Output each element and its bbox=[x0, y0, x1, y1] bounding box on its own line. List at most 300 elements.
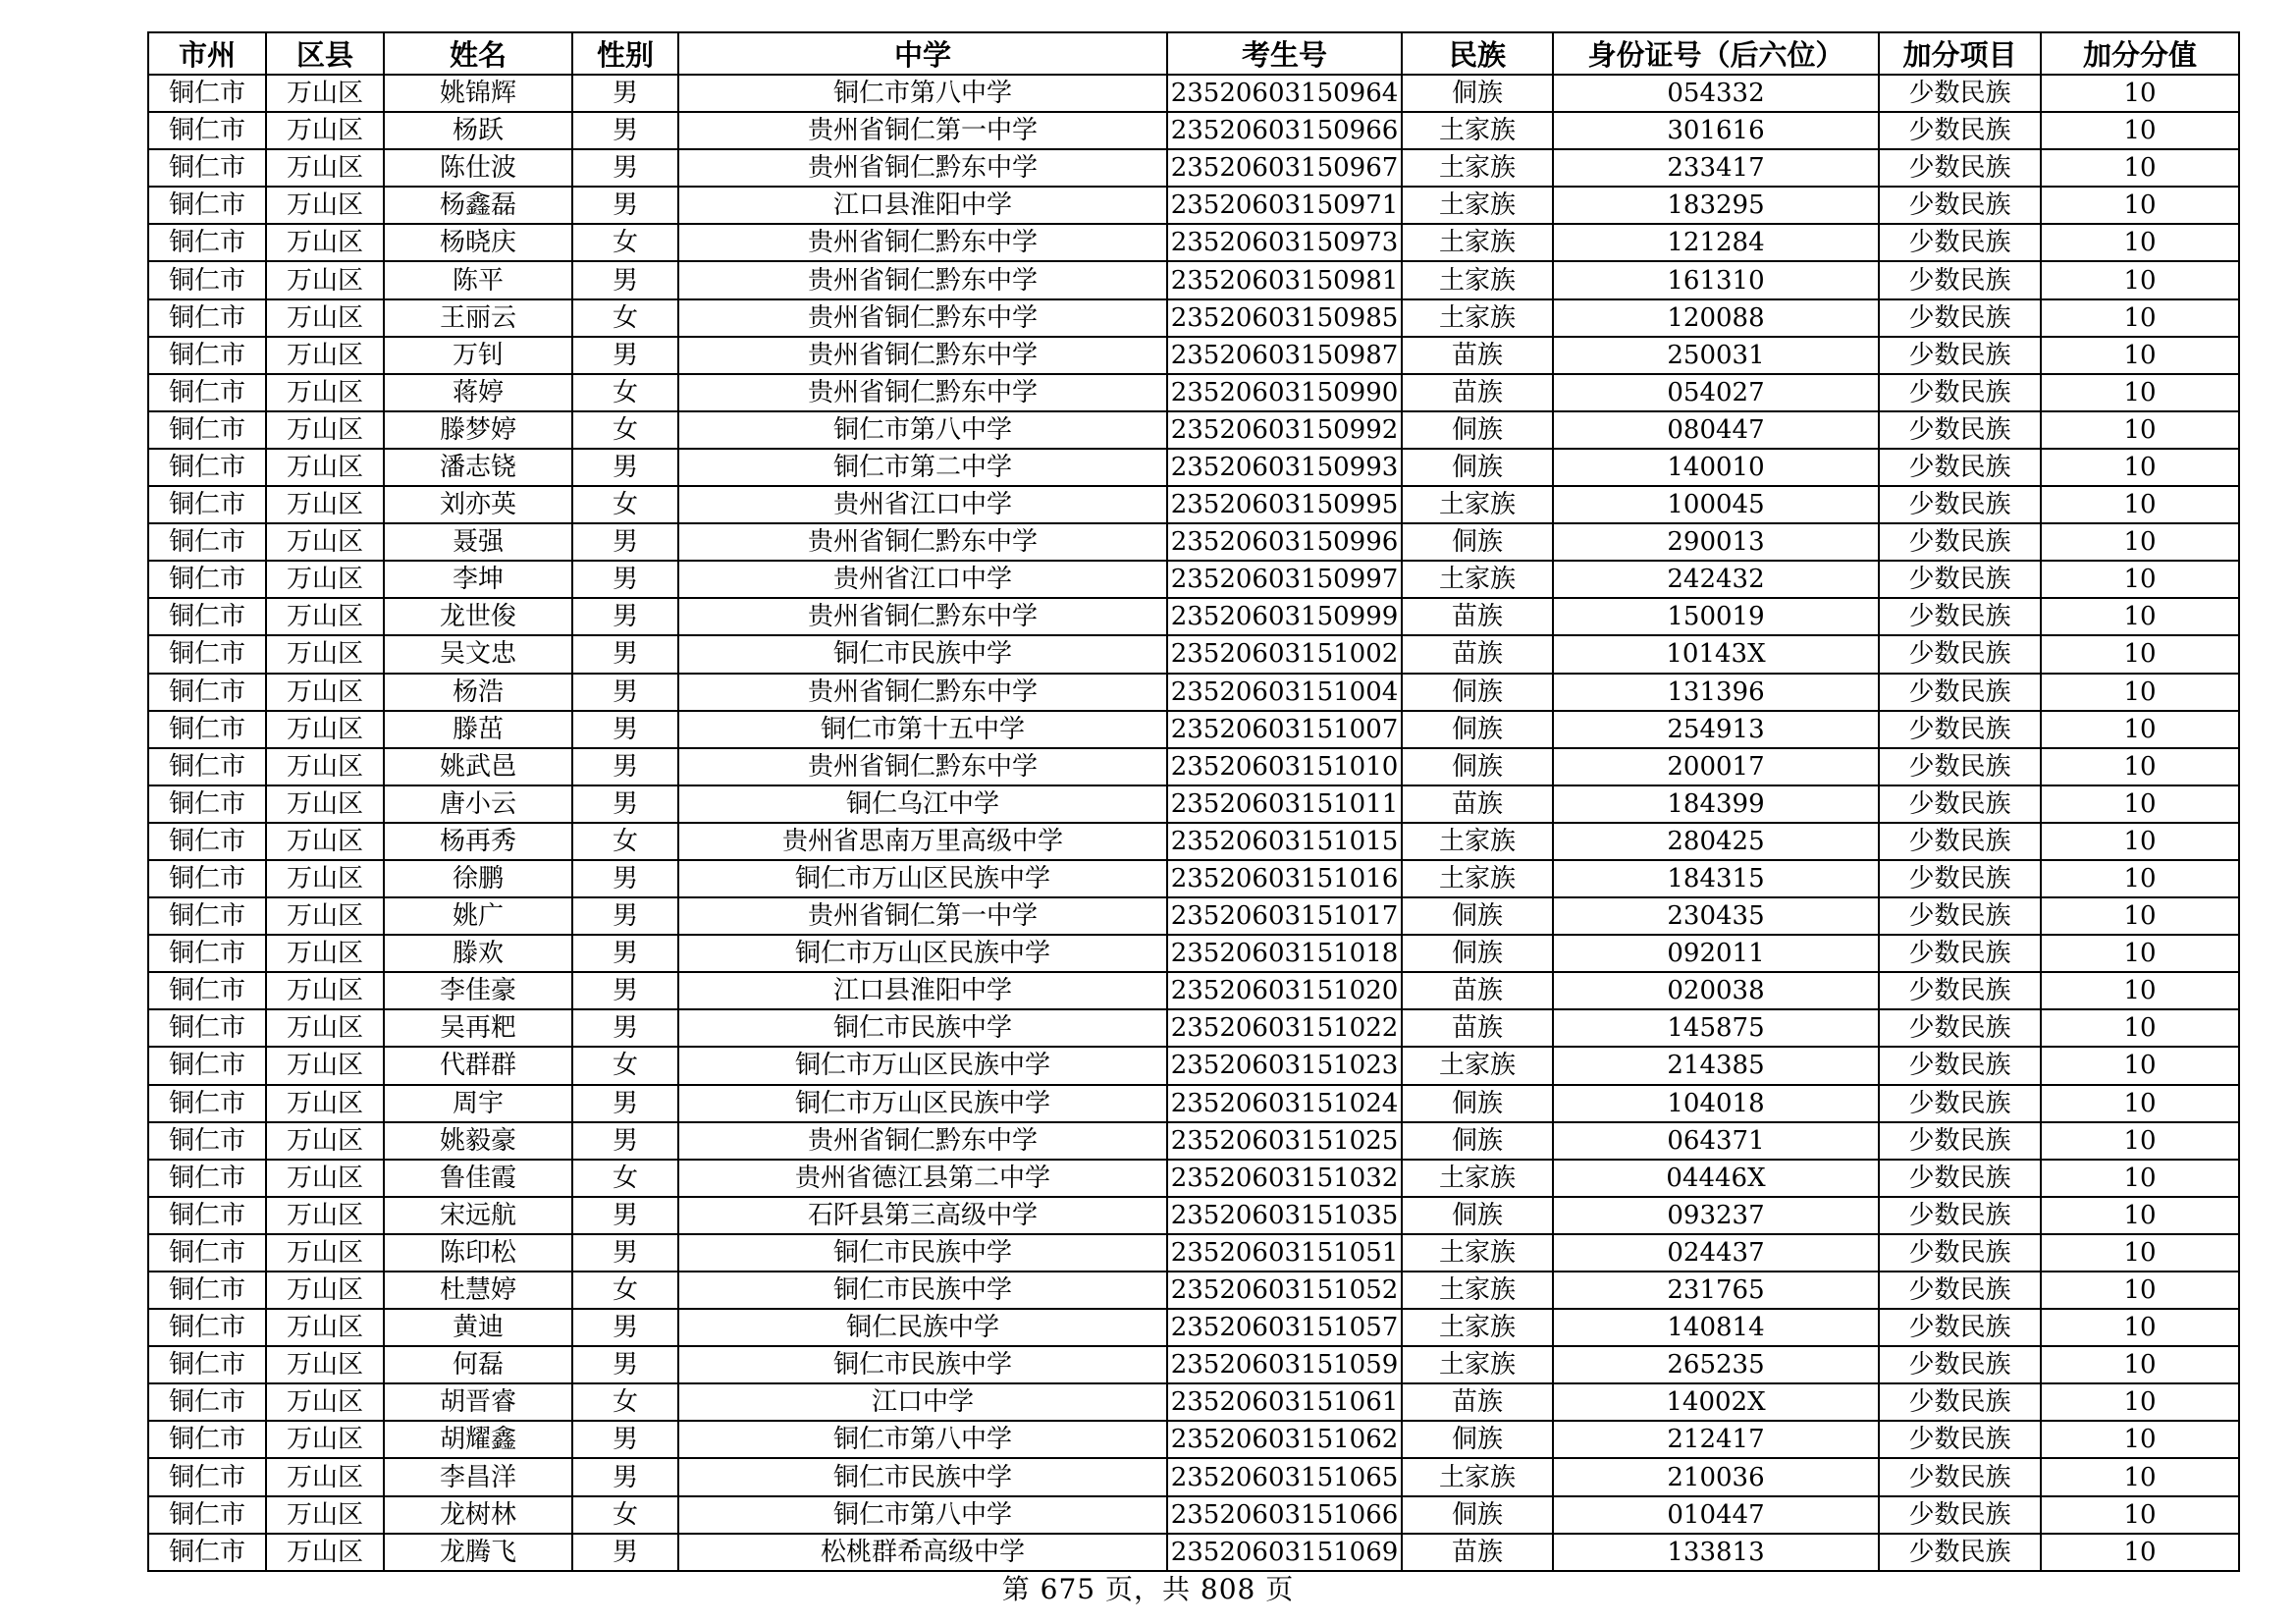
table-cell: 江口县淮阳中学 bbox=[678, 187, 1167, 224]
table-cell: 铜仁市 bbox=[148, 972, 266, 1009]
table-cell: 万山区 bbox=[266, 935, 384, 972]
table-cell: 贵州省铜仁黔东中学 bbox=[678, 149, 1167, 187]
table-cell: 093237 bbox=[1553, 1197, 1879, 1234]
table-cell: 李佳豪 bbox=[384, 972, 572, 1009]
table-cell: 10 bbox=[2041, 823, 2239, 860]
table-cell: 万山区 bbox=[266, 374, 384, 411]
table-cell: 宋远航 bbox=[384, 1197, 572, 1234]
table-cell: 10 bbox=[2041, 224, 2239, 261]
table-cell: 万山区 bbox=[266, 1496, 384, 1534]
table-cell: 23520603150973 bbox=[1167, 224, 1402, 261]
table-cell: 131396 bbox=[1553, 674, 1879, 711]
table-cell: 滕欢 bbox=[384, 935, 572, 972]
table-cell: 贵州省铜仁黔东中学 bbox=[678, 261, 1167, 298]
table-cell: 10 bbox=[2041, 1309, 2239, 1346]
table-cell: 铜仁市民族中学 bbox=[678, 1272, 1167, 1309]
table-cell: 23520603151024 bbox=[1167, 1085, 1402, 1122]
table-cell: 土家族 bbox=[1402, 187, 1553, 224]
table-cell: 女 bbox=[572, 1272, 678, 1309]
table-row bbox=[148, 224, 2239, 261]
table-cell: 何磊 bbox=[384, 1346, 572, 1383]
table-cell: 少数民族 bbox=[1879, 1383, 2041, 1421]
table-row bbox=[148, 561, 2239, 598]
table-cell: 姚毅豪 bbox=[384, 1122, 572, 1160]
table-row bbox=[148, 449, 2239, 486]
table-cell: 侗族 bbox=[1402, 411, 1553, 449]
table-cell: 铜仁市 bbox=[148, 261, 266, 298]
table-cell: 蒋婷 bbox=[384, 374, 572, 411]
table-cell: 184315 bbox=[1553, 860, 1879, 897]
table-cell: 23520603151010 bbox=[1167, 748, 1402, 785]
table-cell: 23520603151023 bbox=[1167, 1047, 1402, 1084]
table-cell: 23520603151032 bbox=[1167, 1160, 1402, 1197]
table-cell: 万山区 bbox=[266, 1009, 384, 1047]
table-cell: 侗族 bbox=[1402, 1122, 1553, 1160]
table-cell: 龙世俊 bbox=[384, 598, 572, 635]
table-row bbox=[148, 1272, 2239, 1309]
table-cell: 土家族 bbox=[1402, 823, 1553, 860]
table-row bbox=[148, 711, 2239, 748]
table-cell: 10 bbox=[2041, 598, 2239, 635]
header-row bbox=[148, 32, 2239, 75]
table-cell: 铜仁市 bbox=[148, 1234, 266, 1272]
column-header: 加分分值 bbox=[2041, 32, 2239, 75]
table-cell: 贵州省铜仁第一中学 bbox=[678, 112, 1167, 149]
table-cell: 土家族 bbox=[1402, 561, 1553, 598]
table-cell: 铜仁市 bbox=[148, 187, 266, 224]
table-cell: 女 bbox=[572, 486, 678, 523]
table-cell: 铜仁市 bbox=[148, 1458, 266, 1495]
table-cell: 江口县淮阳中学 bbox=[678, 972, 1167, 1009]
table-cell: 姚广 bbox=[384, 897, 572, 935]
table-row bbox=[148, 1197, 2239, 1234]
table-row bbox=[148, 337, 2239, 374]
table-row bbox=[148, 1421, 2239, 1458]
table-cell: 男 bbox=[572, 75, 678, 112]
table-cell: 土家族 bbox=[1402, 112, 1553, 149]
table-cell: 潘志铙 bbox=[384, 449, 572, 486]
table-row bbox=[148, 1534, 2239, 1571]
table-row bbox=[148, 635, 2239, 673]
table-cell: 020038 bbox=[1553, 972, 1879, 1009]
table-cell: 10 bbox=[2041, 1197, 2239, 1234]
table-cell: 男 bbox=[572, 1197, 678, 1234]
table-cell: 万山区 bbox=[266, 1534, 384, 1571]
table-row bbox=[148, 1234, 2239, 1272]
table-row bbox=[148, 1458, 2239, 1495]
table-cell: 23520603151051 bbox=[1167, 1234, 1402, 1272]
table-cell: 少数民族 bbox=[1879, 711, 2041, 748]
table-cell: 214385 bbox=[1553, 1047, 1879, 1084]
table-cell: 铜仁市民族中学 bbox=[678, 1234, 1167, 1272]
table-cell: 10 bbox=[2041, 299, 2239, 337]
table-cell: 23520603150981 bbox=[1167, 261, 1402, 298]
table-cell: 064371 bbox=[1553, 1122, 1879, 1160]
table-cell: 少数民族 bbox=[1879, 823, 2041, 860]
table-cell: 苗族 bbox=[1402, 635, 1553, 673]
table-row bbox=[148, 149, 2239, 187]
table-cell: 贵州省铜仁黔东中学 bbox=[678, 224, 1167, 261]
table-cell: 滕茁 bbox=[384, 711, 572, 748]
table-cell: 少数民族 bbox=[1879, 187, 2041, 224]
table-cell: 10 bbox=[2041, 261, 2239, 298]
table-cell: 万山区 bbox=[266, 972, 384, 1009]
table-cell: 23520603151035 bbox=[1167, 1197, 1402, 1234]
table-cell: 10 bbox=[2041, 561, 2239, 598]
table-cell: 230435 bbox=[1553, 897, 1879, 935]
table-cell: 姚锦辉 bbox=[384, 75, 572, 112]
table-cell: 23520603151018 bbox=[1167, 935, 1402, 972]
column-header: 加分项目 bbox=[1879, 32, 2041, 75]
table-cell: 少数民族 bbox=[1879, 935, 2041, 972]
table-cell: 10 bbox=[2041, 897, 2239, 935]
table-cell: 054027 bbox=[1553, 374, 1879, 411]
table-cell: 254913 bbox=[1553, 711, 1879, 748]
table-row bbox=[148, 523, 2239, 561]
table-cell: 徐鹏 bbox=[384, 860, 572, 897]
table-row bbox=[148, 897, 2239, 935]
table-row bbox=[148, 1047, 2239, 1084]
table-row bbox=[148, 299, 2239, 337]
table-cell: 铜仁市 bbox=[148, 112, 266, 149]
table-cell: 土家族 bbox=[1402, 1309, 1553, 1346]
table-cell: 苗族 bbox=[1402, 1383, 1553, 1421]
table-cell: 苗族 bbox=[1402, 337, 1553, 374]
table-cell: 万山区 bbox=[266, 1346, 384, 1383]
table-cell: 250031 bbox=[1553, 337, 1879, 374]
table-cell: 男 bbox=[572, 635, 678, 673]
table-cell: 铜仁市 bbox=[148, 1309, 266, 1346]
table-cell: 145875 bbox=[1553, 1009, 1879, 1047]
table-cell: 万山区 bbox=[266, 112, 384, 149]
table-cell: 少数民族 bbox=[1879, 224, 2041, 261]
table-cell: 铜仁市 bbox=[148, 1272, 266, 1309]
table-cell: 铜仁市 bbox=[148, 1085, 266, 1122]
table-cell: 铜仁市 bbox=[148, 1009, 266, 1047]
table-cell: 胡耀鑫 bbox=[384, 1421, 572, 1458]
table-cell: 少数民族 bbox=[1879, 972, 2041, 1009]
table-cell: 铜仁市 bbox=[148, 1421, 266, 1458]
column-header: 考生号 bbox=[1167, 32, 1402, 75]
table-cell: 侗族 bbox=[1402, 897, 1553, 935]
table-cell: 苗族 bbox=[1402, 972, 1553, 1009]
table-cell: 233417 bbox=[1553, 149, 1879, 187]
table-cell: 23520603151007 bbox=[1167, 711, 1402, 748]
table-cell: 242432 bbox=[1553, 561, 1879, 598]
table-cell: 10 bbox=[2041, 1047, 2239, 1084]
table-cell: 贵州省铜仁黔东中学 bbox=[678, 674, 1167, 711]
table-cell: 侗族 bbox=[1402, 935, 1553, 972]
table-cell: 土家族 bbox=[1402, 1234, 1553, 1272]
table-cell: 贵州省铜仁黔东中学 bbox=[678, 374, 1167, 411]
table-cell: 龙腾飞 bbox=[384, 1534, 572, 1571]
table-cell: 男 bbox=[572, 187, 678, 224]
table-cell: 刘亦英 bbox=[384, 486, 572, 523]
table-cell: 23520603151011 bbox=[1167, 785, 1402, 823]
table-row bbox=[148, 1160, 2239, 1197]
table-cell: 侗族 bbox=[1402, 748, 1553, 785]
table-cell: 少数民族 bbox=[1879, 897, 2041, 935]
table-cell: 男 bbox=[572, 1346, 678, 1383]
table-cell: 080447 bbox=[1553, 411, 1879, 449]
table-header bbox=[148, 32, 2239, 75]
table-cell: 铜仁市 bbox=[148, 486, 266, 523]
table-cell: 男 bbox=[572, 1122, 678, 1160]
table-cell: 万山区 bbox=[266, 860, 384, 897]
table-cell: 铜仁市 bbox=[148, 561, 266, 598]
table-cell: 男 bbox=[572, 1009, 678, 1047]
table-cell: 侗族 bbox=[1402, 523, 1553, 561]
table-cell: 侗族 bbox=[1402, 1421, 1553, 1458]
table-cell: 120088 bbox=[1553, 299, 1879, 337]
table-cell: 铜仁乌江中学 bbox=[678, 785, 1167, 823]
table-cell: 10 bbox=[2041, 674, 2239, 711]
table-cell: 万山区 bbox=[266, 1122, 384, 1160]
table-row bbox=[148, 411, 2239, 449]
table-cell: 少数民族 bbox=[1879, 112, 2041, 149]
table-cell: 少数民族 bbox=[1879, 1197, 2041, 1234]
table-cell: 铜仁市 bbox=[148, 823, 266, 860]
table-cell: 万山区 bbox=[266, 1160, 384, 1197]
column-header: 性别 bbox=[572, 32, 678, 75]
table-cell: 男 bbox=[572, 523, 678, 561]
table-cell: 杨晓庆 bbox=[384, 224, 572, 261]
table-cell: 少数民族 bbox=[1879, 1496, 2041, 1534]
table-cell: 贵州省铜仁黔东中学 bbox=[678, 748, 1167, 785]
table-cell: 23520603151065 bbox=[1167, 1458, 1402, 1495]
table-cell: 土家族 bbox=[1402, 1458, 1553, 1495]
table-cell: 054332 bbox=[1553, 75, 1879, 112]
table-cell: 23520603151002 bbox=[1167, 635, 1402, 673]
table-cell: 男 bbox=[572, 1421, 678, 1458]
table-cell: 212417 bbox=[1553, 1421, 1879, 1458]
table-cell: 23520603151016 bbox=[1167, 860, 1402, 897]
table-cell: 10 bbox=[2041, 1534, 2239, 1571]
table-cell: 23520603150967 bbox=[1167, 149, 1402, 187]
table-cell: 10 bbox=[2041, 187, 2239, 224]
table-cell: 铜仁市第十五中学 bbox=[678, 711, 1167, 748]
table-cell: 女 bbox=[572, 411, 678, 449]
table-cell: 女 bbox=[572, 224, 678, 261]
table-cell: 万山区 bbox=[266, 411, 384, 449]
table-cell: 23520603150966 bbox=[1167, 112, 1402, 149]
table-cell: 少数民族 bbox=[1879, 1234, 2041, 1272]
table-cell: 10 bbox=[2041, 748, 2239, 785]
table-cell: 104018 bbox=[1553, 1085, 1879, 1122]
table-cell: 23520603150997 bbox=[1167, 561, 1402, 598]
table-cell: 301616 bbox=[1553, 112, 1879, 149]
table-cell: 铜仁市民族中学 bbox=[678, 635, 1167, 673]
table-cell: 铜仁市 bbox=[148, 1496, 266, 1534]
table-cell: 23520603150985 bbox=[1167, 299, 1402, 337]
table-cell: 少数民族 bbox=[1879, 785, 2041, 823]
table-cell: 土家族 bbox=[1402, 224, 1553, 261]
table-cell: 贵州省思南万里高级中学 bbox=[678, 823, 1167, 860]
table-cell: 万山区 bbox=[266, 1234, 384, 1272]
table-cell: 龙树林 bbox=[384, 1496, 572, 1534]
table-cell: 男 bbox=[572, 149, 678, 187]
table-cell: 土家族 bbox=[1402, 299, 1553, 337]
table-cell: 贵州省铜仁第一中学 bbox=[678, 897, 1167, 935]
table-row bbox=[148, 823, 2239, 860]
table-cell: 10 bbox=[2041, 486, 2239, 523]
table-cell: 吴再粑 bbox=[384, 1009, 572, 1047]
table-cell: 杨鑫磊 bbox=[384, 187, 572, 224]
table-cell: 10 bbox=[2041, 935, 2239, 972]
table-row bbox=[148, 1122, 2239, 1160]
table-cell: 少数民族 bbox=[1879, 674, 2041, 711]
table-cell: 万山区 bbox=[266, 261, 384, 298]
table-cell: 23520603150990 bbox=[1167, 374, 1402, 411]
table-cell: 010447 bbox=[1553, 1496, 1879, 1534]
table-cell: 男 bbox=[572, 112, 678, 149]
table-cell: 铜仁市 bbox=[148, 785, 266, 823]
table-cell: 土家族 bbox=[1402, 1160, 1553, 1197]
table-cell: 铜仁市 bbox=[148, 75, 266, 112]
table-cell: 李昌洋 bbox=[384, 1458, 572, 1495]
table-cell: 23520603151061 bbox=[1167, 1383, 1402, 1421]
table-cell: 210036 bbox=[1553, 1458, 1879, 1495]
table-cell: 代群群 bbox=[384, 1047, 572, 1084]
table-cell: 万山区 bbox=[266, 299, 384, 337]
table-cell: 10 bbox=[2041, 1421, 2239, 1458]
table-cell: 土家族 bbox=[1402, 486, 1553, 523]
table-cell: 万山区 bbox=[266, 149, 384, 187]
table-cell: 万山区 bbox=[266, 823, 384, 860]
table-cell: 少数民族 bbox=[1879, 449, 2041, 486]
table-cell: 姚武邑 bbox=[384, 748, 572, 785]
table-cell: 铜仁市第八中学 bbox=[678, 1496, 1167, 1534]
table-row bbox=[148, 374, 2239, 411]
table-cell: 少数民族 bbox=[1879, 860, 2041, 897]
table-cell: 万山区 bbox=[266, 897, 384, 935]
table-cell: 10 bbox=[2041, 523, 2239, 561]
table-cell: 少数民族 bbox=[1879, 598, 2041, 635]
table-cell: 铜仁市万山区民族中学 bbox=[678, 1085, 1167, 1122]
table-cell: 万山区 bbox=[266, 486, 384, 523]
table-cell: 侗族 bbox=[1402, 1496, 1553, 1534]
table-cell: 苗族 bbox=[1402, 1009, 1553, 1047]
table-cell: 苗族 bbox=[1402, 374, 1553, 411]
table-cell: 万山区 bbox=[266, 1309, 384, 1346]
table-cell: 10 bbox=[2041, 337, 2239, 374]
table-cell: 铜仁市第二中学 bbox=[678, 449, 1167, 486]
table-cell: 黄迪 bbox=[384, 1309, 572, 1346]
table-row bbox=[148, 1309, 2239, 1346]
table-cell: 土家族 bbox=[1402, 1346, 1553, 1383]
table-cell: 女 bbox=[572, 1383, 678, 1421]
table-cell: 10143X bbox=[1553, 635, 1879, 673]
table-row bbox=[148, 486, 2239, 523]
table-cell: 男 bbox=[572, 711, 678, 748]
table-cell: 铜仁市 bbox=[148, 299, 266, 337]
column-header: 身份证号（后六位） bbox=[1553, 32, 1879, 75]
table-cell: 10 bbox=[2041, 1122, 2239, 1160]
table-cell: 23520603151025 bbox=[1167, 1122, 1402, 1160]
table-cell: 少数民族 bbox=[1879, 1309, 2041, 1346]
table-cell: 聂强 bbox=[384, 523, 572, 561]
table-cell: 男 bbox=[572, 935, 678, 972]
table-cell: 万山区 bbox=[266, 674, 384, 711]
table-cell: 男 bbox=[572, 972, 678, 1009]
table-cell: 土家族 bbox=[1402, 261, 1553, 298]
table-cell: 男 bbox=[572, 860, 678, 897]
table-cell: 23520603150996 bbox=[1167, 523, 1402, 561]
table-cell: 铜仁市民族中学 bbox=[678, 1009, 1167, 1047]
table-cell: 铜仁市民族中学 bbox=[678, 1346, 1167, 1383]
table-cell: 少数民族 bbox=[1879, 411, 2041, 449]
table-cell: 王丽云 bbox=[384, 299, 572, 337]
table-cell: 女 bbox=[572, 1160, 678, 1197]
table-cell: 贵州省江口中学 bbox=[678, 561, 1167, 598]
table-cell: 万山区 bbox=[266, 1421, 384, 1458]
table-cell: 少数民族 bbox=[1879, 561, 2041, 598]
table-cell: 23520603151022 bbox=[1167, 1009, 1402, 1047]
table-cell: 万山区 bbox=[266, 635, 384, 673]
table-cell: 23520603151057 bbox=[1167, 1309, 1402, 1346]
table-cell: 10 bbox=[2041, 149, 2239, 187]
table-cell: 铜仁市 bbox=[148, 748, 266, 785]
table-cell: 土家族 bbox=[1402, 1272, 1553, 1309]
table-cell: 侗族 bbox=[1402, 1197, 1553, 1234]
table-cell: 女 bbox=[572, 299, 678, 337]
table-cell: 铜仁市 bbox=[148, 860, 266, 897]
table-cell: 贵州省铜仁黔东中学 bbox=[678, 1122, 1167, 1160]
table-cell: 苗族 bbox=[1402, 598, 1553, 635]
table-cell: 100045 bbox=[1553, 486, 1879, 523]
table-cell: 李坤 bbox=[384, 561, 572, 598]
table-body bbox=[148, 75, 2239, 1571]
table-cell: 23520603151020 bbox=[1167, 972, 1402, 1009]
table-cell: 陈仕波 bbox=[384, 149, 572, 187]
table-row bbox=[148, 748, 2239, 785]
table-cell: 10 bbox=[2041, 785, 2239, 823]
table-cell: 10 bbox=[2041, 112, 2239, 149]
table-row bbox=[148, 785, 2239, 823]
table-cell: 23520603151004 bbox=[1167, 674, 1402, 711]
table-cell: 23520603151015 bbox=[1167, 823, 1402, 860]
table-row bbox=[148, 187, 2239, 224]
table-cell: 23520603151017 bbox=[1167, 897, 1402, 935]
table-cell: 陈平 bbox=[384, 261, 572, 298]
table-cell: 10 bbox=[2041, 449, 2239, 486]
table-cell: 铜仁市 bbox=[148, 1383, 266, 1421]
table-cell: 铜仁市 bbox=[148, 411, 266, 449]
table-cell: 男 bbox=[572, 785, 678, 823]
table-cell: 杜慧婷 bbox=[384, 1272, 572, 1309]
table-cell: 万山区 bbox=[266, 449, 384, 486]
table-cell: 杨浩 bbox=[384, 674, 572, 711]
table-cell: 侗族 bbox=[1402, 711, 1553, 748]
page-number: 第 675 页，共 808 页 bbox=[1001, 1573, 1295, 1605]
table-cell: 万山区 bbox=[266, 224, 384, 261]
table-row bbox=[148, 674, 2239, 711]
table-cell: 铜仁市 bbox=[148, 1534, 266, 1571]
table-cell: 万山区 bbox=[266, 1458, 384, 1495]
table-cell: 土家族 bbox=[1402, 149, 1553, 187]
table-cell: 铜仁市 bbox=[148, 449, 266, 486]
table-cell: 万山区 bbox=[266, 1047, 384, 1084]
table-cell: 10 bbox=[2041, 860, 2239, 897]
table-cell: 铜仁市万山区民族中学 bbox=[678, 935, 1167, 972]
table-cell: 少数民族 bbox=[1879, 1085, 2041, 1122]
table-cell: 铜仁市 bbox=[148, 674, 266, 711]
table-cell: 少数民族 bbox=[1879, 635, 2041, 673]
table-cell: 少数民族 bbox=[1879, 486, 2041, 523]
table-cell: 男 bbox=[572, 1085, 678, 1122]
table-cell: 铜仁市 bbox=[148, 1122, 266, 1160]
table-cell: 贵州省铜仁黔东中学 bbox=[678, 523, 1167, 561]
